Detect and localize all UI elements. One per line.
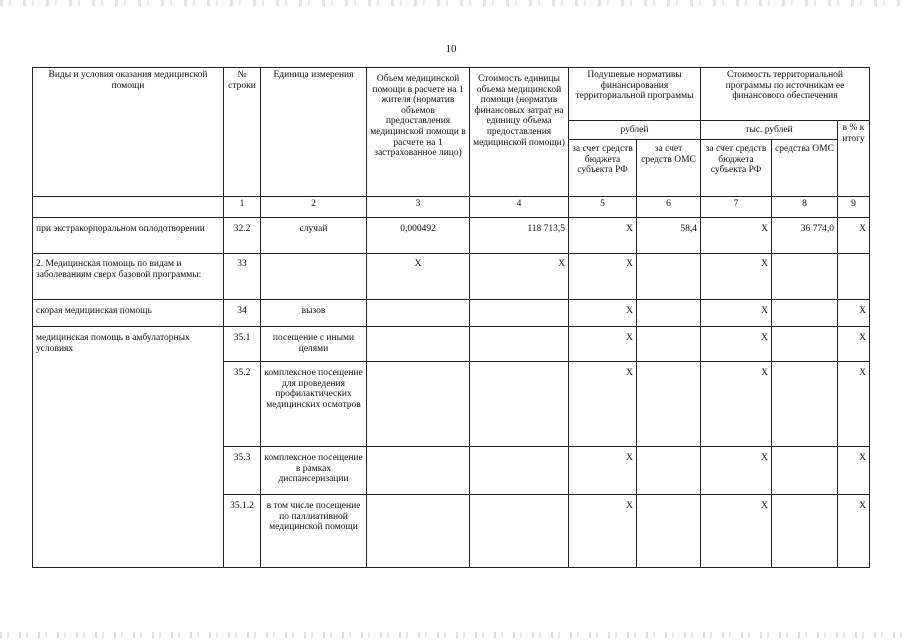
cell-c5: X — [569, 218, 637, 254]
header-unit: Единица измерения — [261, 68, 367, 197]
table-row — [33, 300, 870, 327]
cell-volume — [367, 495, 470, 568]
cell-c8 — [772, 362, 838, 447]
header-volume: Объем медицинской помощи в расчете на 1 жителя (норматив объемов предоставления медицинской помощи в расчете на 1 застрахованное лицо) — [367, 68, 470, 197]
cell-type: медицинская помощь в амбулаторных условиях — [33, 327, 224, 568]
cell-cost: 118 713,5 — [470, 218, 569, 254]
column-number: 2 — [261, 197, 367, 218]
scan-noise-bottom — [0, 632, 905, 638]
column-number: 7 — [701, 197, 772, 218]
cell-c9: X — [838, 218, 870, 254]
cell-cost — [470, 495, 569, 568]
column-number: 9 — [838, 197, 870, 218]
cell-c5: X — [569, 362, 637, 447]
cell-unit: вызов — [261, 300, 367, 327]
cell-type: скорая медицинская помощь — [33, 300, 224, 327]
cell-c6 — [637, 447, 701, 495]
cell-c7: X — [701, 362, 772, 447]
cell-c6: 58,4 — [637, 218, 701, 254]
header-program-cost: Стоимость территориальной программы по источникам ее финансового обеспечения — [701, 68, 870, 121]
header-oms: за счет средств ОМС — [637, 140, 701, 197]
cell-c6 — [637, 362, 701, 447]
scan-noise-top — [0, 0, 905, 6]
cell-c9: X — [838, 495, 870, 568]
cell-unit: посещение с иными целями — [261, 327, 367, 362]
cell-row-no: 33 — [224, 254, 261, 300]
cell-c6 — [637, 495, 701, 568]
cell-volume: X — [367, 254, 470, 300]
header-rubles: рублей — [569, 121, 701, 140]
cell-c8 — [772, 447, 838, 495]
column-numbers-row — [33, 197, 870, 218]
cell-c8: 36 774,0 — [772, 218, 838, 254]
cell-cost — [470, 447, 569, 495]
cell-c9: X — [838, 300, 870, 327]
cell-unit: комплексное посещение для проведения профилактических медицинских осмотров — [261, 362, 367, 447]
cell-unit — [261, 254, 367, 300]
cell-c7: X — [701, 495, 772, 568]
cell-cost — [470, 362, 569, 447]
cell-c6 — [637, 254, 701, 300]
cell-c8 — [772, 254, 838, 300]
cell-c5: X — [569, 327, 637, 362]
cell-c9 — [838, 254, 870, 300]
cell-unit: комплексное посещение в рамках диспансеризации — [261, 447, 367, 495]
cell-cost: X — [470, 254, 569, 300]
cell-volume — [367, 362, 470, 447]
cell-volume — [367, 327, 470, 362]
column-number: 3 — [367, 197, 470, 218]
column-number-empty — [33, 197, 224, 218]
cell-c9: X — [838, 447, 870, 495]
cell-type: при экстракорпоральном оплодотворении — [33, 218, 224, 254]
header-cost: Стоимость единицы объема медицинской помощи (норматив финансовых затрат на единицу объема предоставления медицинской помощи) — [470, 68, 569, 197]
column-number: 5 — [569, 197, 637, 218]
header-per-capita: Подушевые нормативы финансирования территориальной программы — [569, 68, 701, 121]
column-number: 6 — [637, 197, 701, 218]
header-thousand-rubles: тыс. рублей — [701, 121, 838, 140]
cell-c7: X — [701, 218, 772, 254]
cell-c5: X — [569, 300, 637, 327]
cell-c6 — [637, 300, 701, 327]
cell-c5: X — [569, 254, 637, 300]
table-row — [33, 327, 870, 362]
cell-volume — [367, 447, 470, 495]
header-type: Виды и условия оказания медицинской помощи — [33, 68, 224, 197]
cell-c7: X — [701, 254, 772, 300]
cell-c7: X — [701, 327, 772, 362]
table-row — [33, 218, 870, 254]
header-budget-rf-2: за счет средств бюджета субъекта РФ — [701, 140, 772, 197]
cell-c8 — [772, 300, 838, 327]
cell-c7: X — [701, 447, 772, 495]
cell-c9: X — [838, 327, 870, 362]
financing-norms-table — [32, 67, 870, 568]
cell-c5: X — [569, 447, 637, 495]
header-row-no: № строки — [224, 68, 261, 197]
cell-unit: в том числе посещение по паллиативной медицинской помощи — [261, 495, 367, 568]
cell-c8 — [772, 327, 838, 362]
cell-c9: X — [838, 362, 870, 447]
cell-cost — [470, 327, 569, 362]
cell-row-no: 35.3 — [224, 447, 261, 495]
cell-c6 — [637, 327, 701, 362]
table-header-row — [33, 68, 870, 121]
cell-c7: X — [701, 300, 772, 327]
cell-cost — [470, 300, 569, 327]
cell-row-no: 35.1.2 — [224, 495, 261, 568]
column-number: 4 — [470, 197, 569, 218]
cell-row-no: 35.2 — [224, 362, 261, 447]
cell-row-no: 32.2 — [224, 218, 261, 254]
header-budget-rf: за счет средств бюджета субъекта РФ — [569, 140, 637, 197]
cell-c5: X — [569, 495, 637, 568]
cell-unit: случай — [261, 218, 367, 254]
cell-volume — [367, 300, 470, 327]
cell-c8 — [772, 495, 838, 568]
cell-type: 2. Медицинская помощь по видам и заболеваниям сверх базовой программы: — [33, 254, 224, 300]
column-number: 8 — [772, 197, 838, 218]
cell-row-no: 34 — [224, 300, 261, 327]
cell-volume: 0,000492 — [367, 218, 470, 254]
page-number: 10 — [445, 43, 457, 55]
column-number: 1 — [224, 197, 261, 218]
header-percent-total: в % к итогу — [838, 121, 870, 197]
table-row — [33, 254, 870, 300]
header-oms-funds: средства ОМС — [772, 140, 838, 197]
cell-row-no: 35.1 — [224, 327, 261, 362]
